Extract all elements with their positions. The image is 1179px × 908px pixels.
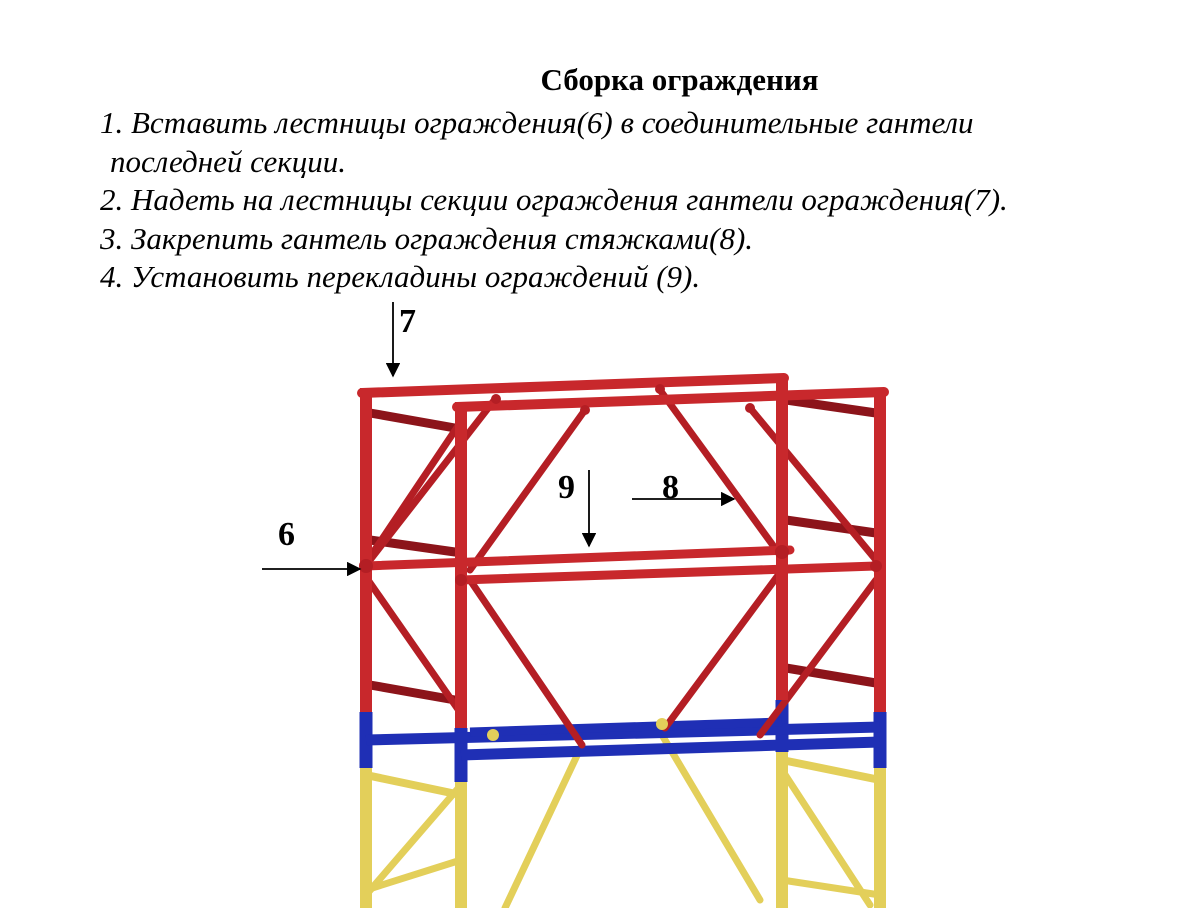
page-title: Сборка ограждения (540, 62, 819, 97)
step-1: 1. Вставить лестницы ограждения(6) в соединительные гантели (100, 105, 974, 140)
callout-6: 6 (278, 516, 295, 553)
step-2: 2. Надеть на лестницы секции ограждения гантели ограждения(7). (100, 182, 1008, 217)
blue-connector-section (366, 700, 880, 782)
step-3: 3. Закрепить гантель ограждения стяжками(8). (100, 220, 754, 256)
callout-8: 8 (662, 469, 679, 506)
step-1-continuation: последней секции. (110, 143, 346, 179)
yellow-lower-section (366, 735, 880, 908)
callout-7: 7 (399, 303, 416, 340)
step-4: 4. Установить перекладины ограждений (9). (100, 259, 701, 294)
callout-9: 9 (558, 469, 575, 506)
red-guard-section (359, 378, 884, 745)
